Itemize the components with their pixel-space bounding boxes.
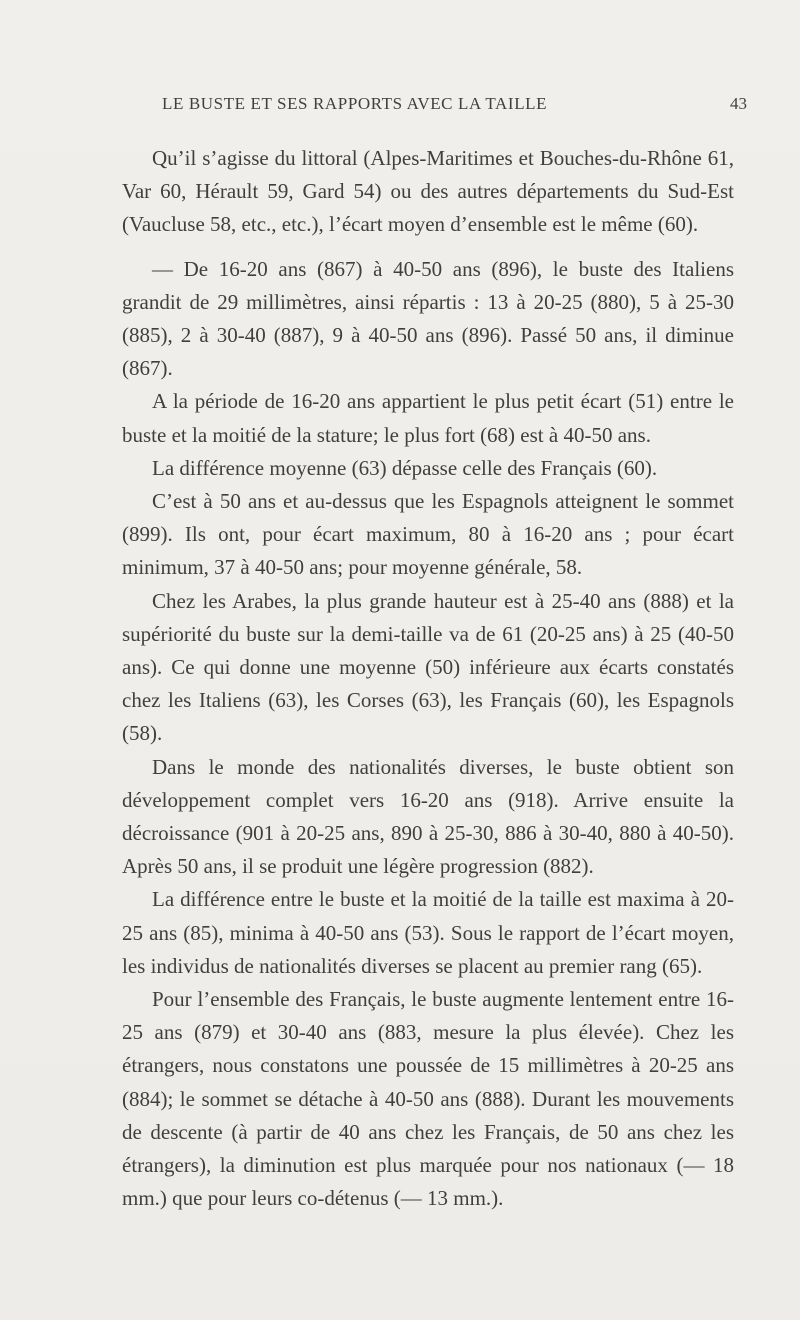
paragraph-3: A la période de 16-20 ans appartient le plus petit écart (51) entre le buste et la moitié de la stature; le plus fort (68) est à 40-50 ans. <box>122 389 734 447</box>
page-header <box>0 94 800 118</box>
page-number: 43 <box>730 94 747 113</box>
paragraph-6: Chez les Arabes, la plus grande hauteur est à 25-40 ans (888) et la supériorité du buste sur la demi-taille va de 61 (20-25 ans) à 25 (40-50 ans). Ce qui donne une moyenne (50) inférieure aux écarts constatés chez les Italiens (63), les Corses (63), les Français (60), les Espagnols (58). <box>122 588 734 746</box>
body-text <box>122 142 734 1216</box>
paragraph-9: Pour l’ensemble des Français, le buste augmente lentement entre 16-25 ans (879) et 30-40 ans (883, mesure la plus élevée). Chez les étrangers, nous constatons une poussée de 15 millimètres à 20-25 ans (884); le sommet se détache à 40-50 ans (888). Durant les mouvements de descente (à partir de 40 ans chez les Français, de 50 ans chez les étrangers), la diminution est plus marquée pour nos nationaux (— 18 mm.) que pour leurs co-détenus (— 13 mm.). <box>122 987 734 1211</box>
paragraph-8: La différence entre le buste et la moitié de la taille est maxima à 20-25 ans (85), minima à 40-50 ans (53). Sous le rapport de l’écart moyen, les individus de nationalités diverses se placent au premier rang (65). <box>122 887 734 978</box>
paragraph-1: Qu’il s’agisse du littoral (Alpes-Maritimes et Bouches-du-Rhône 61, Var 60, Hérault 59, Gard 54) ou des autres départements du Sud-Est (Vaucluse 58, etc., etc.), l’écart moyen d’ensemble est le même (60). <box>122 146 734 237</box>
paragraph-5: C’est à 50 ans et au-dessus que les Espagnols atteignent le sommet (899). Ils ont, pour écart maximum, 80 à 16-20 ans ; pour écart minimum, 37 à 40-50 ans; pour moyenne générale, 58. <box>122 489 734 580</box>
running-title: LE BUSTE ET SES RAPPORTS AVEC LA TAILLE <box>162 94 548 113</box>
paragraph-2: — De 16-20 ans (867) à 40-50 ans (896), le buste des Italiens grandit de 29 millimètres, ainsi répartis : 13 à 20-25 (880), 5 à 25-30 (885), 2 à 30-40 (887), 9 à 40-50 ans (896). Passé 50 ans, il diminue (867). <box>122 256 734 381</box>
paragraph-7: Dans le monde des nationalités diverses, le buste obtient son développement complet vers 16-20 ans (918). Arrive ensuite la décroissance (901 à 20-25 ans, 890 à 25-30, 886 à 30-40, 880 à 40-50). Après 50 ans, il se produit une légère progression (882). <box>122 754 734 879</box>
paragraph-4: La différence moyenne (63) dépasse celle des Français (60). <box>152 455 658 480</box>
